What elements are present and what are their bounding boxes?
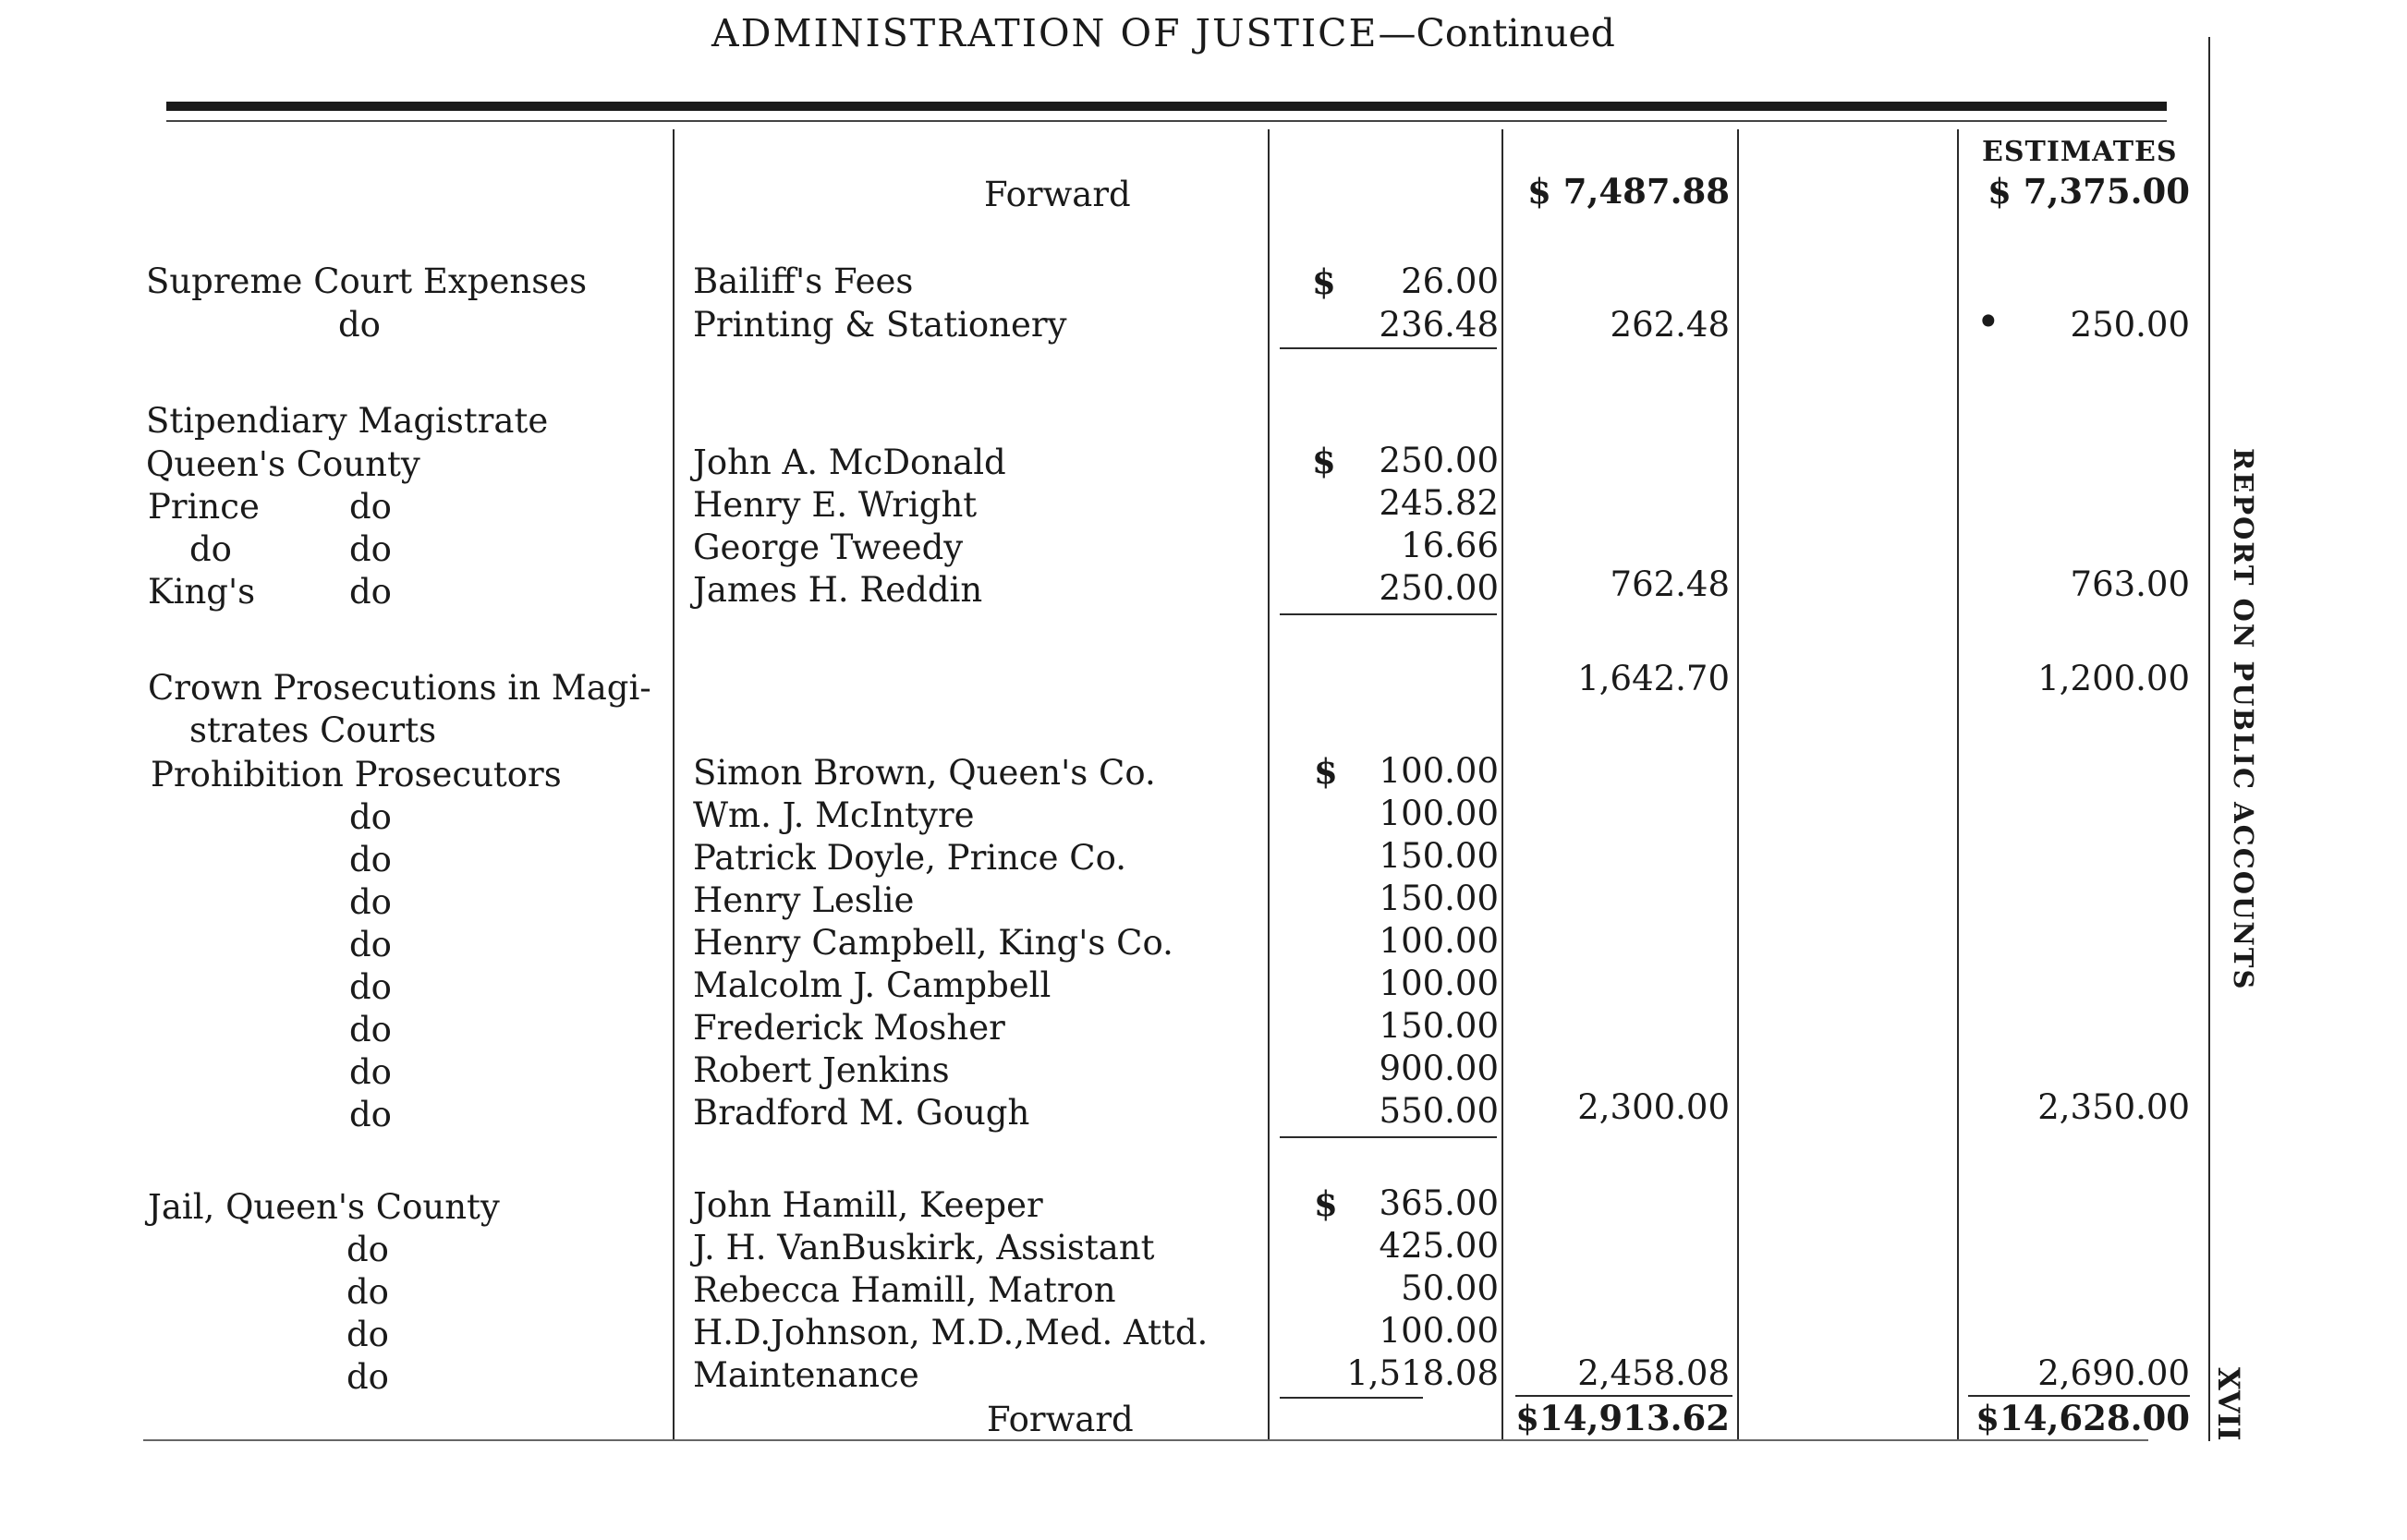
forward-estimate-top: $ 7,375.00 [1988,171,2190,212]
item-amount: 100.00 [1379,921,1499,961]
ditto-mark: do [349,882,392,922]
ditto-mark: do [349,967,392,1007]
item-amount: 425.00 [1379,1226,1499,1266]
person-name: Robert Jenkins [693,1050,950,1090]
group-label-supreme: Supreme Court Expenses [146,261,588,301]
group-estimate: 2,690.00 [2037,1353,2190,1393]
forward-total-top: $ 7,487.88 [1527,171,1730,212]
item-amount: 1,518.08 [1346,1353,1499,1393]
group-estimate: 763.00 [2070,564,2190,604]
county-label: do [189,529,232,569]
item-amount: 150.00 [1379,1006,1499,1046]
ditto-mark: do [349,529,392,569]
ditto-mark: do [349,797,392,837]
group-label-prohibition: Prohibition Prosecutors [151,755,562,794]
person-name: Simon Brown, Queen's Co. [693,753,1156,793]
group-estimate: 2,350.00 [2037,1087,2190,1127]
person-name: Henry Leslie [693,880,915,920]
column-divider [1737,129,1739,1441]
subtotal-rule [1280,1397,1423,1399]
person-name: Bradford M. Gough [693,1093,1030,1133]
group-total: 1,642.70 [1577,659,1730,698]
ditto-mark: do [349,925,392,964]
dollar-sign: $ [1312,261,1336,302]
group-label-jail: Jail, Queen's County [148,1187,500,1227]
person-name: Patrick Doyle, Prince Co. [693,838,1127,878]
column-divider [673,129,675,1441]
forward-estimate-bottom: $14,628.00 [1975,1398,2190,1438]
forward-total-bottom: $14,913.62 [1515,1398,1730,1438]
item-amount: 550.00 [1379,1091,1499,1131]
person-name: Maintenance [693,1355,919,1395]
person-name: Rebecca Hamill, Matron [693,1270,1116,1310]
column-divider [1957,129,1959,1441]
group-label-crown: Crown Prosecutions in Magi- [148,668,651,708]
ditto-mark: do [346,1357,389,1397]
ditto-mark: do [349,840,392,879]
heading-title: ADMINISTRATION OF JUSTICE [711,11,1379,55]
item-desc: Bailiff's Fees [693,261,914,301]
ditto-mark: do [346,1272,389,1312]
column-divider [1501,129,1503,1441]
person-name: John A. McDonald [693,443,1006,482]
item-amount: 100.00 [1379,964,1499,1003]
item-amount: 245.82 [1379,483,1499,523]
forward-label-bottom: Forward [987,1400,1134,1439]
person-name: James H. Reddin [693,570,983,610]
person-name: George Tweedy [693,527,964,567]
estimates-label: ESTIMATES [1982,136,2178,168]
group-total: 2,300.00 [1577,1087,1730,1127]
item-amount: 250.00 [1379,441,1499,480]
group-estimate: 250.00 [2070,305,2190,345]
item-amount: 150.00 [1379,836,1499,876]
top-rule-thick [166,102,2167,111]
dollar-sign: $ [1312,441,1336,481]
county-label: Prince [148,487,260,527]
person-name: Frederick Mosher [693,1008,1005,1048]
subtotal-rule [1280,347,1497,349]
ditto-mark: do [349,487,392,527]
person-name: Wm. J. McIntyre [693,795,975,835]
item-amount: 100.00 [1379,794,1499,833]
group-total: 2,458.08 [1577,1353,1730,1393]
item-amount: 100.00 [1379,1311,1499,1351]
dollar-sign: $ [1314,1183,1338,1224]
subtotal-rule [1280,1136,1497,1138]
group-total: 262.48 [1610,305,1730,345]
county-label: Queen's County [146,444,420,484]
item-amount: 16.66 [1401,526,1499,565]
group-label-magistrate: Stipendiary Magistrate [146,401,549,441]
group-estimate: 1,200.00 [2037,659,2190,698]
person-name: John Hamill, Keeper [693,1185,1043,1225]
ditto-mark: do [349,1095,392,1134]
ditto-mark: do [349,572,392,612]
item-amount: 50.00 [1401,1268,1499,1308]
item-amount: 250.00 [1379,568,1499,608]
column-divider [1268,129,1270,1441]
ditto-mark: do [349,1010,392,1049]
ditto-mark: do [346,1315,389,1354]
heading-continued: —Continued [1378,11,1615,55]
item-amount: 900.00 [1379,1049,1499,1088]
item-amount: 236.48 [1379,305,1499,345]
county-label: King's [148,572,256,612]
item-desc: Printing & Stationery [693,305,1067,345]
person-name: H.D.Johnson, M.D.,Med. Attd. [693,1313,1209,1352]
forward-label-top: Forward [984,175,1131,214]
person-name: Henry E. Wright [693,485,978,525]
dollar-sign: $ [1314,751,1338,792]
bullet-mark: • [1977,301,2000,342]
ditto-mark: do [349,1052,392,1092]
group-label-crown-cont: strates Courts [189,710,437,750]
page-heading [711,11,1615,55]
group-total: 762.48 [1610,564,1730,604]
subtotal-rule [1280,613,1497,615]
item-amount: 150.00 [1379,879,1499,918]
ditto-mark: do [346,1230,389,1269]
item-amount: 100.00 [1379,751,1499,791]
bottom-rule [143,1439,2148,1441]
person-name: J. H. VanBuskirk, Assistant [693,1228,1155,1267]
ditto-mark: do [338,305,381,345]
person-name: Henry Campbell, King's Co. [693,923,1173,963]
item-amount: 365.00 [1379,1183,1499,1223]
side-running-title: REPORT ON PUBLIC ACCOUNTS [2228,448,2259,991]
top-rule-thin [166,120,2167,122]
person-name: Malcolm J. Campbell [693,965,1052,1005]
item-amount: 26.00 [1401,261,1499,301]
page-number: XVII [2211,1367,2246,1441]
